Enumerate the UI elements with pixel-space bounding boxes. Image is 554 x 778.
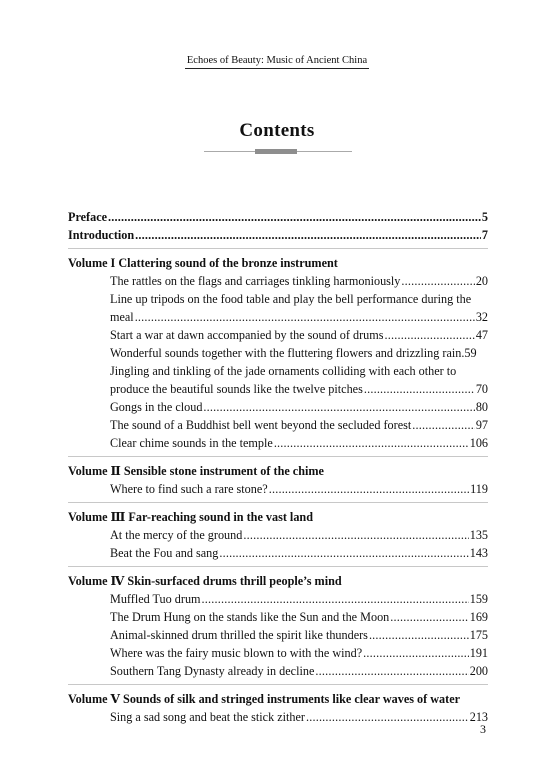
running-title: Echoes of Beauty: Music of Ancient China	[185, 55, 369, 69]
toc-entry[interactable]: Where was the fairy music blown to with the wind? ..... 191	[110, 644, 488, 662]
toc-entry[interactable]: Wonderful sounds together with the fluttering flowers and drizzling rain. 59	[110, 346, 477, 360]
toc-entry[interactable]: Where to find such a rare stone? ..... 119	[110, 480, 488, 498]
toc-entry[interactable]: The sound of a Buddhist bell went beyond the secluded forest ..... 97	[110, 416, 488, 434]
toc-entry-preface[interactable]: Preface ..... 5	[68, 208, 488, 226]
toc-entry[interactable]: Clear chime sounds in the temple ..... 106	[110, 434, 488, 452]
running-header	[0, 50, 554, 69]
page-title: Contents	[239, 120, 315, 141]
toc-entry[interactable]: At the mercy of the ground ..... 135	[110, 526, 488, 544]
toc-entry[interactable]: meal ..... 32	[110, 308, 488, 326]
table-of-contents	[68, 208, 488, 726]
toc-entry[interactable]: The Drum Hung on the stands like the Sun and the Moon ..... 169	[110, 608, 488, 626]
toc-entry[interactable]: Sing a sad song and beat the stick zither ..... 213	[110, 708, 488, 726]
volume-heading[interactable]: Volume Ⅱ Sensible stone instrument of the chime	[68, 456, 488, 480]
toc-entry[interactable]: Beat the Fou and sang ..... 143	[110, 544, 488, 562]
toc-entry-introduction[interactable]: Introduction ..... 7	[68, 226, 488, 244]
toc-entry[interactable]: Southern Tang Dynasty already in decline ..... 200	[110, 662, 488, 680]
volume-heading[interactable]: Volume Ⅲ Far-reaching sound in the vast land	[68, 502, 488, 526]
page-number: 3	[480, 722, 486, 736]
toc-entry[interactable]: Muffled Tuo drum ..... 159	[110, 590, 488, 608]
volume-heading[interactable]: Volume Ⅳ Skin-surfaced drums thrill people’s mind	[68, 566, 488, 590]
volume-heading[interactable]: Volume I Clattering sound of the bronze instrument	[68, 248, 488, 272]
toc-entry[interactable]: Gongs in the cloud ..... 80	[110, 398, 488, 416]
toc-entry[interactable]: Start a war at dawn accompanied by the sound of drums ..... 47	[110, 326, 488, 344]
volume-heading[interactable]: Volume Ⅴ Sounds of silk and stringed instruments like clear waves of water	[68, 684, 488, 708]
toc-entry[interactable]: Animal-skinned drum thrilled the spirit like thunders ..... 175	[110, 626, 488, 644]
toc-entry-line[interactable]: Jingling and tinkling of the jade ornaments colliding with each other to	[110, 364, 457, 378]
title-accent-bar	[255, 149, 297, 154]
toc-entry[interactable]: produce the beautiful sounds like the twelve pitches ..... 70	[110, 380, 488, 398]
toc-entry-line[interactable]: Line up tripods on the food table and play the bell performance during the	[110, 292, 472, 306]
toc-entry[interactable]: The rattles on the flags and carriages tinkling harmoniously ..... 20	[110, 272, 488, 290]
